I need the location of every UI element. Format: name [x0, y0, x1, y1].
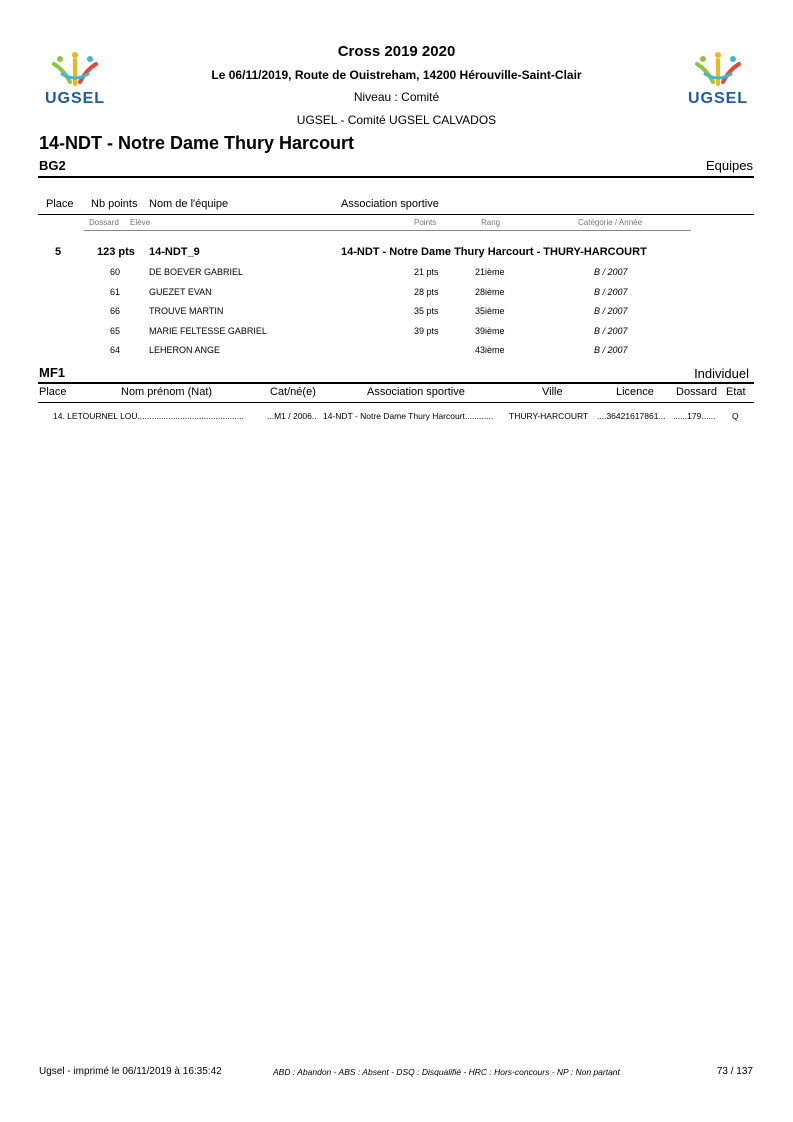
ind-header-cat: Cat/né(e) [270, 386, 316, 398]
team-type-label: Equipes [706, 158, 753, 173]
individual-divider [38, 382, 754, 384]
individual-type-label: Individuel [694, 366, 749, 381]
member-category: B / 2007 [594, 306, 628, 316]
ind-state: Q [732, 411, 739, 421]
member-category: B / 2007 [594, 326, 628, 336]
member-bib: 65 [110, 326, 121, 336]
member-name: TROUVE MARTIN [149, 306, 224, 316]
ind-header-place: Place [39, 386, 67, 398]
subheader-bib: Dossard [89, 218, 119, 227]
member-category: B / 2007 [594, 267, 628, 277]
section-divider [38, 176, 754, 178]
ind-header-licence: Licence [616, 386, 654, 398]
member-bib: 61 [110, 287, 121, 297]
member-points: 28 pts [414, 287, 439, 297]
ind-header-rule [38, 402, 754, 403]
member-rank: 39ième [475, 326, 505, 336]
member-category: B / 2007 [594, 345, 628, 355]
member-category: B / 2007 [594, 287, 628, 297]
event-title: Cross 2019 2020 [337, 43, 456, 60]
member-bib: 60 [110, 267, 121, 277]
member-rank: 43ième [475, 345, 505, 355]
team-points: 123 pts [97, 246, 135, 258]
member-name: DE BOEVER GABRIEL [149, 267, 244, 277]
ind-header-state: Etat [726, 386, 746, 398]
ind-bib: ......179...... [673, 411, 716, 421]
table-header-rule [38, 214, 754, 215]
team-name: 14-NDT_9 [149, 246, 200, 258]
member-points: 35 pts [414, 306, 439, 316]
ind-header-city: Ville [542, 386, 563, 398]
event-level: Niveau : Comité [353, 90, 440, 104]
event-committee: UGSEL - Comité UGSEL CALVADOS [296, 113, 497, 127]
ind-city: THURY-HARCOURT [509, 411, 589, 421]
member-bib: 64 [110, 345, 121, 355]
ind-licence: ....36421617861... [597, 411, 666, 421]
ind-association: 14-NDT - Notre Dame Thury Harcourt............ [323, 411, 494, 421]
footer-page: 73 / 137 [716, 1066, 753, 1077]
ugsel-logo-text: UGSEL [687, 90, 749, 107]
footer-legend: ABD : Abandon - ABS : Absent - DSQ : Disqualifié - HRC : Hors-concours - NP : Non partant [273, 1067, 620, 1077]
ind-cat: ...M1 / 2006.. [267, 411, 317, 421]
member-name: MARIE FELTESSE GABRIEL [149, 326, 267, 336]
member-rank: 35ième [475, 306, 505, 316]
subheader-rank: Rang [481, 218, 501, 227]
member-name: GUEZET EVAN [149, 287, 212, 297]
col-header-association: Association sportive [341, 198, 439, 210]
team-association: 14-NDT - Notre Dame Thury Harcourt - THURY-HARCOURT [341, 246, 647, 258]
school-title: 14-NDT - Notre Dame Thury Harcourt [39, 133, 355, 153]
col-header-team-name: Nom de l'équipe [149, 198, 229, 210]
col-header-place: Place [46, 198, 74, 210]
individual-category-label: MF1 [39, 365, 65, 380]
footer-printed: Ugsel - imprimé le 06/11/2019 à 16:35:42 [39, 1066, 222, 1077]
ind-place-name: 14. LETOURNEL LOU............................................. [53, 411, 244, 421]
ugsel-logo-text: UGSEL [44, 90, 106, 107]
subheader-category-year: Catégorie / Année [578, 218, 643, 227]
col-header-points: Nb points [91, 198, 138, 210]
member-points: 21 pts [414, 267, 439, 277]
ind-header-bib: Dossard [676, 386, 717, 398]
ind-header-association: Association sportive [367, 386, 465, 398]
member-rank: 28ième [475, 287, 505, 297]
event-subtitle: Le 06/11/2019, Route de Ouistreham, 14200 Hérouville-Saint-Clair [211, 68, 582, 82]
member-rank: 21ième [475, 267, 505, 277]
member-points: 39 pts [414, 326, 439, 336]
subheader-student: Elève [130, 218, 151, 227]
subheader-rule [84, 230, 691, 231]
subheader-points: Points [414, 218, 437, 227]
team-category-label: BG2 [39, 158, 66, 173]
ind-header-name: Nom prénom (Nat) [121, 386, 213, 398]
team-place: 5 [55, 246, 62, 258]
member-bib: 66 [110, 306, 121, 316]
member-name: LEHERON ANGE [149, 345, 221, 355]
